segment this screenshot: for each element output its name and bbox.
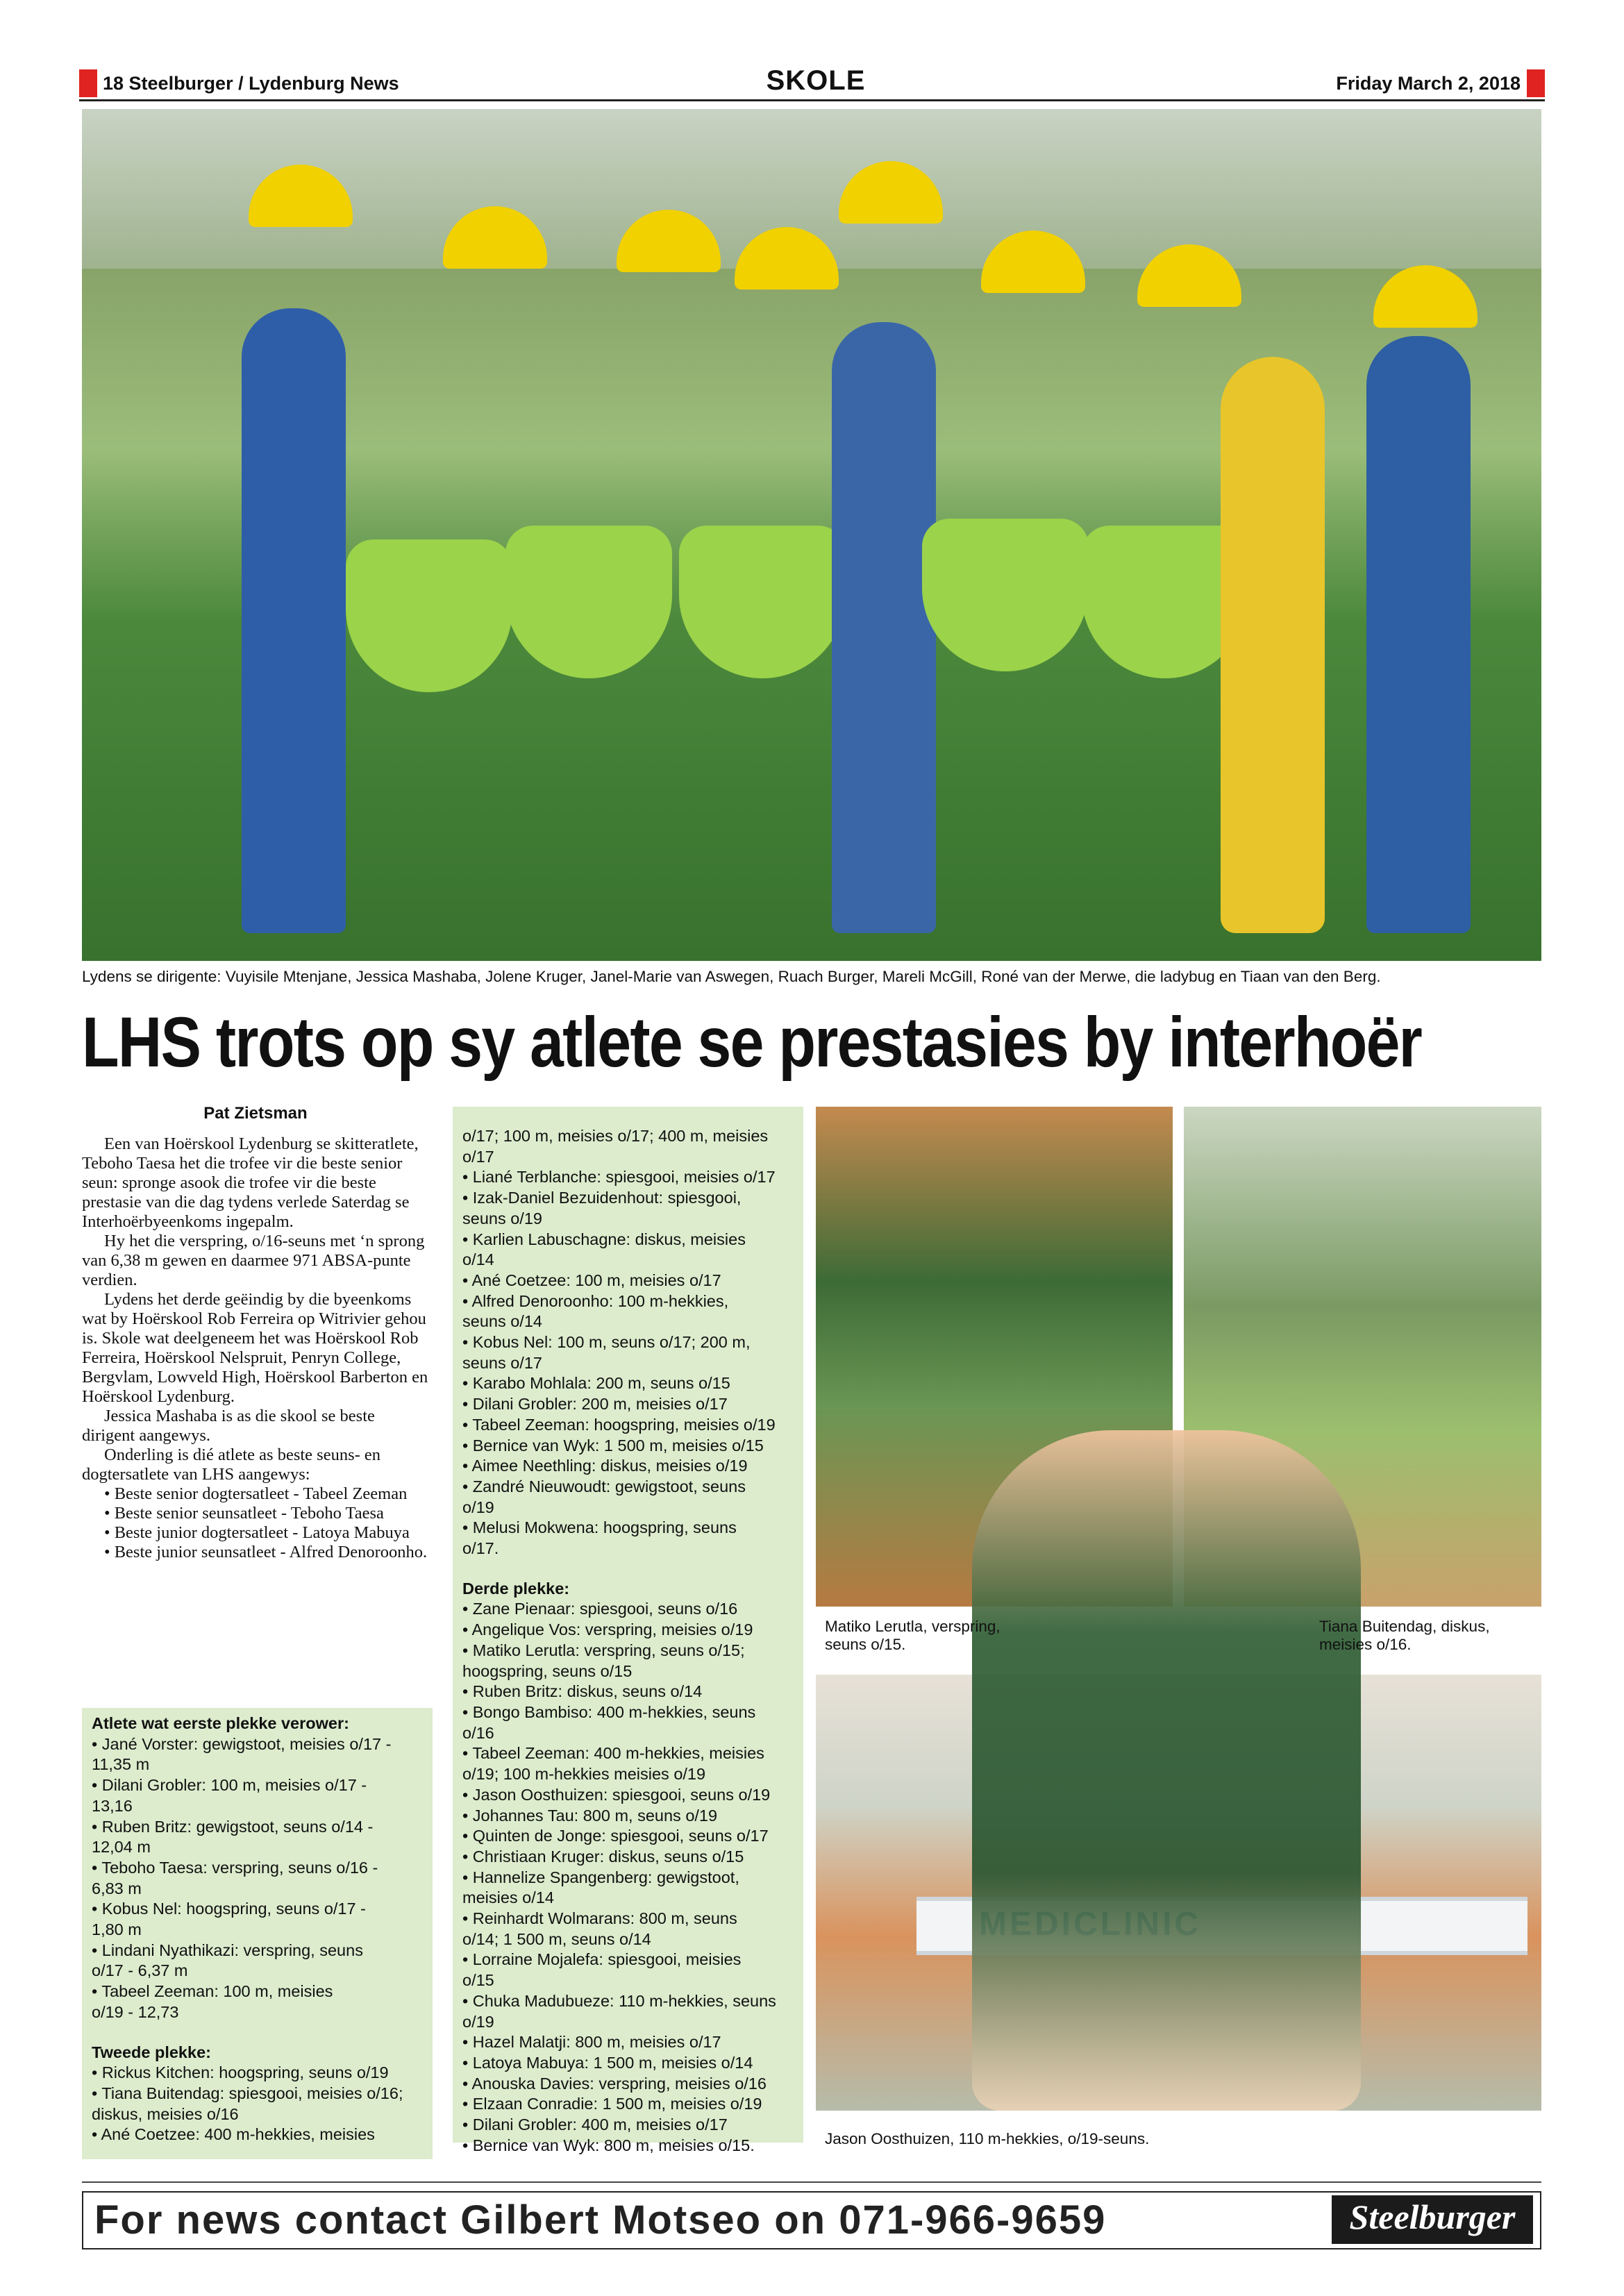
result-line: o/19; 100 m-hekkies meisies o/19 <box>462 1765 706 1784</box>
article-paragraph: Een van Hoërskool Lydenburg se skitteratlete, Teboho Taesa het die trofee vir die beste senior seun: spronge asook die trofee vir die beste prestasie van die dag tydens verlede Saterdag se Interhoërbyeenkoms ingepalm. <box>82 1134 419 1231</box>
photo-figure <box>346 539 512 692</box>
main-photo-caption: Lydens se dirigente: Vuyisile Mtenjane, Jessica Mashaba, Jolene Kruger, Janel-Marie van Aswegen, Ruach Burger, Mareli McGill, Roné van der Merwe, die ladybug en Tiaan van den Berg. <box>82 968 1381 985</box>
result-line: hoogspring, seuns o/15 <box>462 1661 633 1680</box>
result-line: • Kobus Nel: hoogspring, seuns o/17 - <box>92 1900 366 1918</box>
article-paragraph: Onderling is dié atlete as beste seuns- en dogtersatlete van LHS aangewys: <box>82 1446 381 1484</box>
spacer <box>462 1559 794 1579</box>
result-line: o/19 <box>462 2012 494 2031</box>
result-line: • Chuka Madubueze: 110 m-hekkies, seuns <box>462 1991 776 2010</box>
result-line: • Melusi Mokwena: hoogspring, seuns <box>462 1518 737 1537</box>
result-line: • Ruben Britz: diskus, seuns o/14 <box>462 1682 703 1701</box>
results-box-continued <box>453 1107 803 2154</box>
result-line: 13,16 <box>92 1796 133 1815</box>
photo-figure <box>832 322 936 933</box>
headline: LHS trots op sy atlete se prestasies by interhoër <box>82 1003 1422 1082</box>
result-line: diskus, meisies o/16 <box>92 2104 239 2123</box>
result-line: • Aimee Neethling: diskus, meisies o/19 <box>462 1457 748 1475</box>
result-line: • Tabeel Zeeman: hoogspring, meisies o/19 <box>462 1415 776 1434</box>
result-line: o/17 <box>462 1147 494 1166</box>
caption-tiana-line2: meisies o/16. <box>1319 1636 1412 1653</box>
article-bullet: • Beste senior seunsatleet - Teboho Taesa <box>104 1504 384 1523</box>
result-line: o/14; 1 500 m, seuns o/14 <box>462 1929 651 1948</box>
result-line: • Karabo Mohlala: 200 m, seuns o/15 <box>462 1374 730 1393</box>
result-line: seuns o/14 <box>462 1312 542 1331</box>
result-line: • Liané Terblanche: spiesgooi, meisies o/17 <box>462 1168 776 1187</box>
result-line: • Ané Coetzee: 100 m, meisies o/17 <box>462 1271 721 1289</box>
result-line: o/15 <box>462 1971 494 1990</box>
photo-figure <box>679 526 846 678</box>
caption-matiko-line1: Matiko Lerutla, verspring, <box>825 1618 1001 1635</box>
byline: Pat Zietsman <box>203 1104 308 1123</box>
photo-figure <box>1366 336 1471 933</box>
result-line: • Bernice van Wyk: 1 500 m, meisies o/15 <box>462 1436 764 1455</box>
results-list-third <box>462 1599 794 2156</box>
article-bullet: • Beste senior dogtersatleet - Tabeel Zeeman <box>104 1484 408 1503</box>
header-rule <box>79 99 1545 101</box>
results-list-first <box>92 1734 423 2023</box>
results-list-second <box>92 2063 423 2145</box>
hard-hat-icon <box>1373 265 1477 328</box>
caption-jason: Jason Oosthuizen, 110 m-hekkies, o/19-seuns. <box>825 2130 1150 2147</box>
result-line: • Tabeel Zeeman: 400 m-hekkies, meisies <box>462 1744 764 1763</box>
photo-figure <box>242 308 346 933</box>
result-line: • Dilani Grobler: 400 m, meisies o/17 <box>462 2115 728 2134</box>
result-line: o/16 <box>462 1723 494 1742</box>
result-line: • Izak-Daniel Bezuidenhout: spiesgooi, <box>462 1189 742 1207</box>
result-line: o/19 - 12,73 <box>92 2002 179 2021</box>
result-line: • Hannelize Spangenberg: gewigstoot, <box>462 1868 739 1886</box>
result-line: • Bernice van Wyk: 800 m, meisies o/15. <box>462 2136 755 2154</box>
result-line: • Tabeel Zeeman: 100 m, meisies <box>92 1982 333 2001</box>
photo-figure <box>505 526 672 678</box>
article-body <box>82 1134 432 1562</box>
result-line: • Lorraine Mojalefa: spiesgooi, meisies <box>462 1950 742 1969</box>
result-line: seuns o/17 <box>462 1353 542 1372</box>
results-heading-third: Derde plekke: <box>462 1579 570 1598</box>
result-line: o/17. <box>462 1539 499 1558</box>
result-line: • Ané Coetzee: 400 m-hekkies, meisies <box>92 2125 375 2144</box>
results-heading-first: Atlete wat eerste plekke verower: <box>92 1714 349 1732</box>
result-line: • Dilani Grobler: 100 m, meisies o/17 - <box>92 1776 367 1795</box>
article-paragraph: Lydens het derde geëindig by die byeenkoms wat by Hoërskool Rob Ferreira op Witrivier gehou is. Skole wat deelgeneem het was Hoërskool Rob Ferreira, Hoërskool Nelspruit, Penryn College, Bergvlam, Lowveld High, Hoërskool Barberton en Hoërskool Lydenburg. <box>82 1290 428 1406</box>
result-line: • Quinten de Jonge: spiesgooi, seuns o/17 <box>462 1827 769 1845</box>
result-line: • Angelique Vos: verspring, meisies o/19 <box>462 1620 753 1639</box>
result-line: • Ruben Britz: gewigstoot, seuns o/14 - <box>92 1817 374 1836</box>
spacer <box>92 2023 423 2043</box>
result-line: • Reinhardt Wolmarans: 800 m, seuns <box>462 1909 737 1928</box>
result-line: o/17; 100 m, meisies o/17; 400 m, meisies <box>462 1127 769 1145</box>
result-line: 11,35 m <box>92 1755 150 1774</box>
result-line: • Karlien Labuschagne: diskus, meisies <box>462 1230 746 1248</box>
result-line: meisies o/14 <box>462 1888 554 1907</box>
result-line: • Rickus Kitchen: hoogspring, seuns o/19 <box>92 2063 389 2082</box>
result-line: • Alfred Denoroonho: 100 m-hekkies, <box>462 1291 729 1310</box>
header-date: Friday March 2, 2018 <box>1336 73 1521 94</box>
result-line: • Latoya Mabuya: 1 500 m, meisies o/14 <box>462 2053 753 2072</box>
article-paragraph: Hy het die verspring, o/16-seuns met ‘n sprong van 6,38 m gewen en daarmee 971 ABSA-punte verdien. <box>82 1232 425 1289</box>
result-line: seuns o/19 <box>462 1209 542 1227</box>
result-line: • Hazel Malatji: 800 m, meisies o/17 <box>462 2033 721 2052</box>
result-line: • Zandré Nieuwoudt: gewigstoot, seuns <box>462 1477 746 1495</box>
result-line: • Bongo Bambiso: 400 m-hekkies, seuns <box>462 1702 756 1721</box>
result-line: o/19 <box>462 1498 494 1516</box>
photo-hurdler-figure <box>972 1430 1361 2111</box>
header-section-title: SKOLE <box>766 65 866 96</box>
article-bullet: • Beste junior seunsatleet - Alfred Denoroonho. <box>104 1543 428 1561</box>
caption-tiana-line1: Tiana Buitendag, diskus, <box>1319 1618 1490 1635</box>
header-red-bar-left <box>79 69 97 97</box>
results-box-first <box>82 1708 433 2159</box>
footer-contact: For news contact Gilbert Motseo on 071-966-9659 <box>94 2197 1107 2243</box>
caption-matiko-line2: seuns o/15. <box>825 1636 906 1653</box>
result-line: • Dilani Grobler: 200 m, meisies o/17 <box>462 1395 728 1414</box>
article-paragraph: Jessica Mashaba is as die skool se beste dirigent aangewys. <box>82 1407 375 1445</box>
result-line: • Jané Vorster: gewigstoot, meisies o/17 - <box>92 1734 392 1753</box>
result-line: • Johannes Tau: 800 m, seuns o/19 <box>462 1806 718 1825</box>
steelburger-logo <box>1332 2195 1533 2244</box>
results-heading-second: Tweede plekke: <box>92 2043 211 2061</box>
result-line: • Lindani Nyathikazi: verspring, seuns <box>92 1941 363 1959</box>
logo-text: Steelburger <box>1349 2197 1516 2236</box>
results-list-second-continued <box>462 1126 794 1559</box>
header-publication: 18 Steelburger / Lydenburg News <box>103 73 399 94</box>
result-line: 1,80 m <box>92 1920 142 1939</box>
main-photo-cheerleaders <box>82 109 1541 961</box>
photo-figure <box>922 519 1089 671</box>
result-line: • Teboho Taesa: verspring, seuns o/16 - <box>92 1858 378 1877</box>
result-line: • Christiaan Kruger: diskus, seuns o/15 <box>462 1847 744 1866</box>
result-line: • Zane Pienaar: spiesgooi, seuns o/16 <box>462 1600 738 1618</box>
result-line: • Kobus Nel: 100 m, seuns o/17; 200 m, <box>462 1333 751 1352</box>
result-line: • Jason Oosthuizen: spiesgooi, seuns o/19 <box>462 1785 771 1804</box>
result-line: • Matiko Lerutla: verspring, seuns o/15; <box>462 1641 745 1659</box>
article-bullet: • Beste junior dogtersatleet - Latoya Mabuya <box>104 1523 410 1542</box>
result-line: • Elzaan Conradie: 1 500 m, meisies o/19 <box>462 2095 762 2113</box>
result-line: o/17 - 6,37 m <box>92 1961 188 1980</box>
footer-rule <box>82 2181 1541 2183</box>
result-line: o/14 <box>462 1250 494 1269</box>
result-line: 6,83 m <box>92 1879 142 1897</box>
result-line: 12,04 m <box>92 1838 151 1857</box>
result-line: • Tiana Buitendag: spiesgooi, meisies o/16; <box>92 2084 403 2102</box>
ladybug-mascot <box>1221 357 1325 933</box>
header-red-bar-right <box>1527 69 1545 97</box>
result-line: • Anouska Davies: verspring, meisies o/16 <box>462 2074 767 2093</box>
